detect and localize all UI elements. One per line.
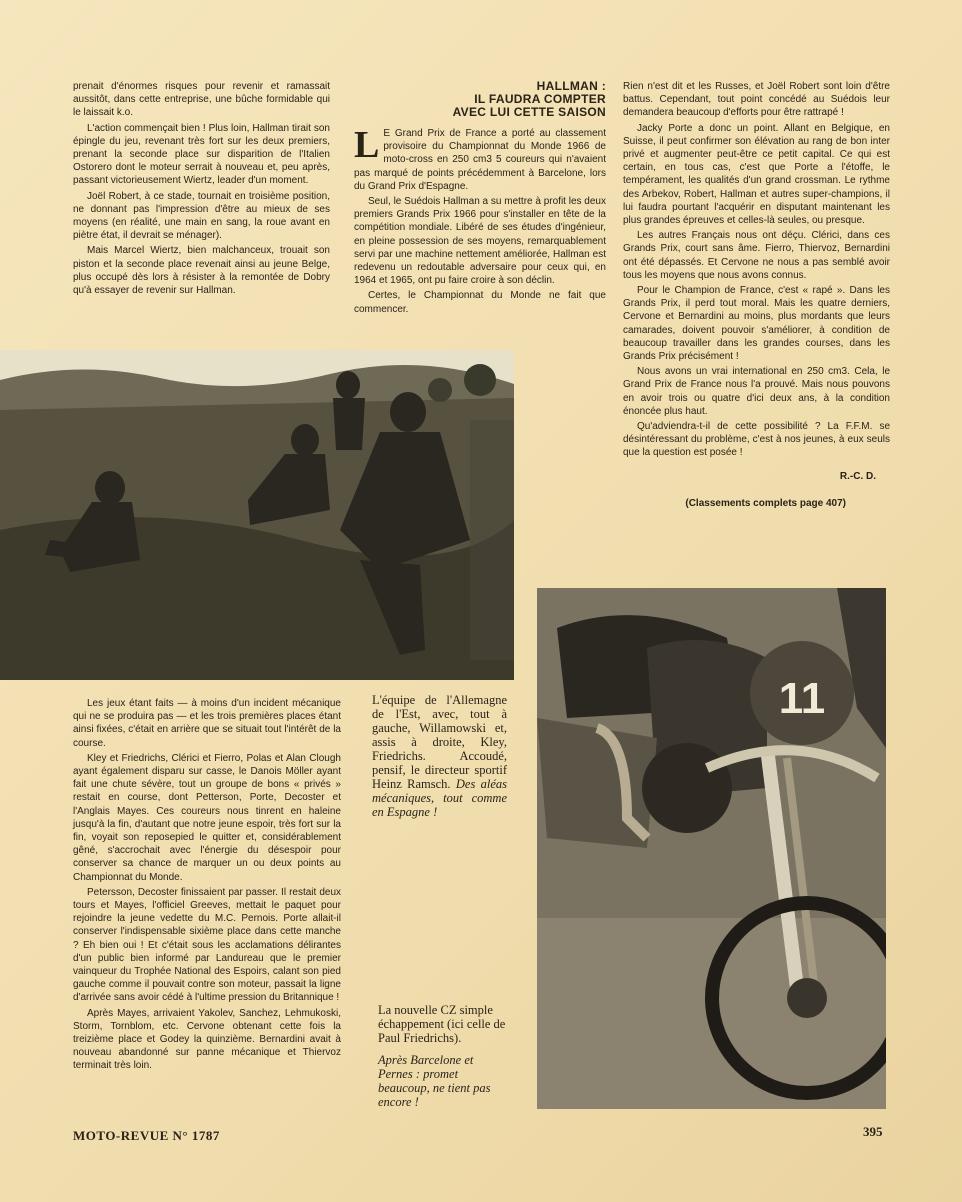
paragraph: Petersson, Decoster finissaient par passer. Il restait deux tours et Mayes, l'officiel Greeves, mettait le paquet pour rejoindre la jeune vedette du M.C. Pernois. Porte allait-il conserver l'indispensable sixième place dans cette manche ? Eh bien oui ! Et c'était sous les acclamations délirantes d'un public bien informé par Landureau que le premier vainqueur du Trophée National des Espoirs, calant son pied gauche comme il pouvait contre son moteur, passait la ligne d'arrivée sans avoir cédé à l'ultime pression du Britannique ! <box>73 886 341 1004</box>
paragraph: Rien n'est dit et les Russes, et Joël Robert sont loin d'être battus. Cependant, tout point concédé au Suédois leur demandera beaucoup d'efforts pour être rattrapé ! <box>623 81 890 119</box>
paragraph: Nous avons un vrai international en 250 cm3. Cela, le Grand Prix de France nous l'a prouvé. Mais nous pouvons en avoir trois ou quatre d'ici deux ans, à la condition énoncée plus haut. <box>623 366 890 417</box>
headline-line: AVEC LUI CETTE SAISON <box>452 105 606 119</box>
paragraph: Après Mayes, arrivaient Yakolev, Sanchez, Lehmukoski, Storm, Tornblom, etc. Cervone obtenant cette fois la treizième place et Godey la quinzième. Bernardini avait à nouveau abandonné sur panne mécanique et Thiervoz terminait très loin. <box>73 1007 341 1072</box>
paragraph: Kley et Friedrichs, Clérici et Fierro, Polas et Alan Clough ayant également disparu sur casse, le Danois Möller ayant fait une chute sévère, tout un groupe de bons « privés » restait en course, dont Petterson, Porte, Decoster et l'Anglais Mayes. Ces coureurs nous tinrent en haleine jusqu'à la fin, d'autant que notre jeune espoir, très fort sur la fin, voyait son reposepied le quitter et, considérablement gêné, s'accrochait avec l'énergie du désespoir pour conserver sa chance de marquer un ou deux points au Championnat du Monde. <box>73 752 341 883</box>
paragraph: Mais Marcel Wiertz, bien malchanceux, trouait son piston et la seconde place revenait ainsi au jeune Belge, plus occupé dès lors à résister à la remontée de Dobry qu'à essayer de revenir sur Hallman. <box>73 245 330 297</box>
article-column-4 <box>73 697 341 1075</box>
headline-line: HALLMAN : <box>536 79 606 93</box>
paragraph: Les jeux étant faits — à moins d'un incident mécanique qui ne se produira pas — et les trois premières places étant ainsi fixées, c'était en arrière que se situait tout l'intérêt de la course. <box>73 698 341 749</box>
photo-motorcycle-illustration <box>537 588 886 1109</box>
article-column-3 <box>623 80 890 510</box>
article-headline <box>354 80 606 119</box>
photo-riders-illustration <box>0 350 514 680</box>
paragraph: Qu'adviendra-t-il de cette possibilité ? La F.F.M. se désintéressant du problème, c'est à nos jeunes, à eux seuls que la question est posée ! <box>623 421 890 459</box>
author-signature: R.-C. D. <box>839 470 876 482</box>
photo-caption-cz <box>378 1003 508 1109</box>
caption-italic: Après Barcelone et Pernes : promet beaucoup, ne tient pas encore ! <box>378 1053 491 1109</box>
paragraph: Certes, le Championnat du Monde ne fait que commencer. <box>354 290 606 315</box>
caption-text: L'équipe de l'Allemagne de l'Est, avec, tout à gauche, Willamowski et, assis à droite, Kley, Friedrichs. Accoudé, pensif, le directeur sportif Heinz Ramsch. <box>372 693 507 791</box>
lead-paragraph <box>354 124 606 193</box>
paragraph: Seul, le Suédois Hallman a su mettre à profit les deux premiers Grands Prix 1966 pour s'installer en tête de la compétition mondiale. Libéré de ses études d'ingénieur, en pleine possession de ses moyens, remarquablement servi par une machine nettement améliorée, Hallman est redevenu un redoutable adversaire pour ceux qui, en 1964 et 1965, ont pu faire croire à son déclin. <box>354 196 606 287</box>
magazine-footer: MOTO-REVUE N° 1787 <box>73 1128 220 1143</box>
paragraph: Les autres Français nous ont déçu. Clérici, dans ces Grands Prix, court sans âme. Fierro, Thiervoz, Bernardini ont été dépassés. Et Cervone ne nous a pas semblé avoir tous les moyens que nous avons connus. <box>623 230 890 281</box>
drop-cap: L <box>354 124 380 166</box>
paragraph: prenait d'énormes risques pour revenir et ramassait aussitôt, dans cette entreprise, une bûche formidable qui le laissait k.o. <box>73 81 330 119</box>
article-column-1 <box>73 80 330 299</box>
lead-text: E Grand Prix de France a porté au classement provisoire du Championnat du Monde 1966 de moto-cross en 250 cm3 5 coureurs qui n'avaient pas marqué de points précédemment à Barcelone, lors du Grand Prix d'Espagne. <box>354 128 606 192</box>
classement-note: (Classements complets page 407) <box>685 497 846 509</box>
article-column-2 <box>354 80 606 318</box>
photo-caption-team <box>372 693 507 819</box>
paragraph: L'action commençait bien ! Plus loin, Hallman tirait son épingle du jeu, revenant très fort sur les deux premiers, prenant la seconde place sur disparition de l'Italien Ostorero dont le moteur serrait à nouveau et, peu après, passant victorieusement Wiertz, leader d'un moment. <box>73 122 330 187</box>
paragraph: Pour le Champion de France, c'est « rapé ». Dans les Grands Prix, il perd tout moral. Mais les quatre derniers, Cervone et Bernardini au moins, plus mordants que leurs camarades, doivent pouvoir s'améliorer, à condition de beaucoup travailler dans les grandes courses, dans les Grands Prix précisément ! <box>623 285 890 363</box>
headline-line: IL FAUDRA COMPTER <box>474 92 606 106</box>
page-number: 395 <box>863 1124 883 1139</box>
paragraph: Jacky Porte a donc un point. Allant en Belgique, en Suisse, il peut confirmer son élévation au rang de bon inter privé et augmenter peut-être ce petit capital. Ce qui est certain, en tous cas, c'est que Porte a l'étoffe, le tempérament, les qualités d'un grand crossman. Le rythme des Arbekov, Robert, Hallman et autres super-champions, il lui faudra pourtant l'acquérir en disputant maintenant les plus grandes épreuves et celles-là seules, ou presque. <box>623 122 890 227</box>
photo-cz-motorcycle <box>537 588 886 1109</box>
photo-riders-hillside <box>0 350 514 680</box>
race-number: 11 <box>778 674 826 723</box>
caption-text: La nouvelle CZ simple échappement (ici celle de Paul Friedrichs). <box>378 1003 506 1045</box>
paragraph: Joël Robert, à ce stade, tournait en troisième position, ne donnant pas l'impression d'être au mieux de ses moyens (en réalité, une main en sang, la roue avant en piètre état, il devrait se ménager). <box>73 190 330 242</box>
caption-italic: Des aléas mécaniques, tout comme en Espagne ! <box>372 777 508 819</box>
